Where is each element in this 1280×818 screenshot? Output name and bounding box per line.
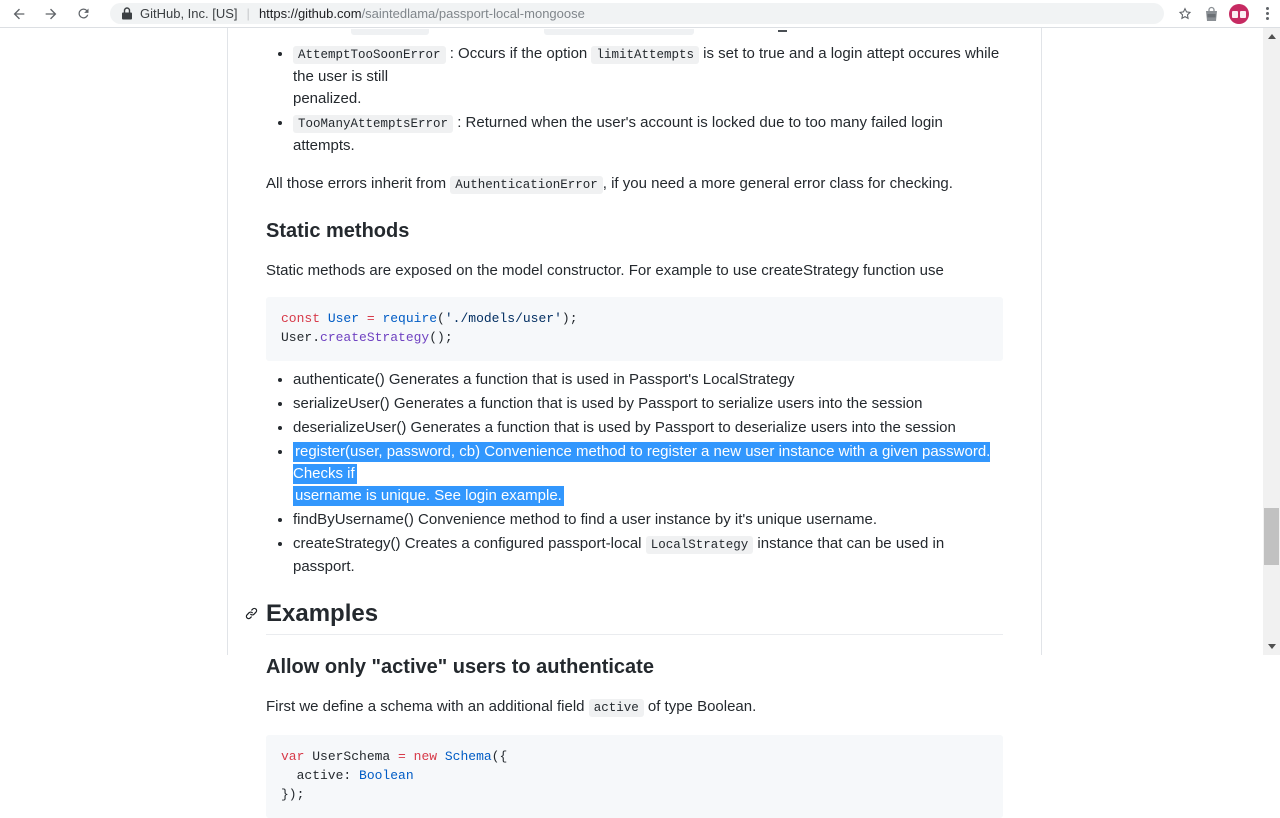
heading-text: Examples [266, 600, 379, 627]
profile-avatar[interactable] [1229, 4, 1249, 24]
kebab-menu-icon [1266, 7, 1269, 20]
paragraph: Static methods are exposed on the model constructor. For example to use createStrategy function use [266, 262, 944, 279]
list-item: • authenticate() Generates a function that is used in Passport's LocalStrategy [293, 369, 1003, 391]
code-token: }); [281, 787, 305, 802]
inline-code: limitAttempts [591, 46, 699, 64]
browser-menu-button[interactable] [1254, 2, 1280, 26]
avatar-glyph [1232, 11, 1238, 18]
inline-code-fragment [544, 29, 694, 35]
code-token: Schema [444, 749, 492, 764]
refresh-button[interactable] [70, 2, 96, 26]
inline-code: TooManyAttemptsError [293, 115, 453, 133]
code-token: require [382, 311, 438, 326]
code-token: Boolean [359, 768, 414, 783]
refresh-icon [76, 6, 91, 21]
code-token: ( [437, 311, 445, 326]
selected-text: register(user, password, cb) Convenience method to register a new user instance with a given password. Checks if [293, 443, 991, 482]
forward-button[interactable] [38, 2, 64, 26]
forward-icon [43, 6, 59, 22]
inline-code-fragment [351, 29, 429, 35]
list-item-text: : Returned when the user's account is locked due to too many failed login attempts. [293, 114, 943, 154]
heading-anchor[interactable] [245, 607, 258, 620]
url-host[interactable]: https://github.com [258, 6, 362, 21]
list-item: • findByUsername() Convenience method to find a user instance by it's unique username. [293, 509, 1003, 531]
code-token: const [281, 311, 328, 326]
list-item [293, 112, 1003, 157]
list-item: • serializeUser() Generates a function that is used by Passport to serialize users into the session [293, 393, 1003, 415]
inline-code: active [589, 699, 644, 717]
code-token: createStrategy [320, 330, 430, 345]
paragraph [266, 172, 1003, 197]
text-fragment [778, 30, 787, 32]
code-block [266, 735, 1003, 818]
certificate-name[interactable]: GitHub, Inc. [US] [140, 6, 238, 21]
toolbar-right [1172, 2, 1280, 26]
code-token: var [281, 749, 313, 764]
back-icon [11, 6, 27, 22]
static-method-list [266, 369, 1003, 578]
readme-container [227, 28, 1042, 802]
list-item [293, 533, 1003, 578]
omnibox-separator: | [246, 6, 250, 21]
code-token: User. [281, 330, 321, 345]
back-button[interactable] [6, 2, 32, 26]
markdown-body [266, 43, 1003, 818]
inline-code: LocalStrategy [646, 536, 754, 554]
examples-heading [266, 600, 1003, 635]
paragraph-text: First we define a schema with an additional field [266, 698, 585, 715]
shopping-bag-icon [1204, 6, 1219, 22]
vertical-scrollbar[interactable] [1263, 28, 1280, 655]
code-token: = [359, 311, 383, 326]
code-token: './models/user' [444, 311, 562, 326]
list-item [293, 43, 1003, 110]
link-icon [245, 607, 258, 620]
address-bar[interactable] [110, 3, 1164, 24]
error-list [266, 43, 1003, 157]
code-token: ); [561, 311, 578, 326]
truncated-line [266, 28, 1003, 35]
paragraph-text: of type Boolean. [647, 698, 757, 715]
paragraph [266, 695, 1003, 720]
code-token: User [327, 311, 360, 326]
code-token: UserSchema [312, 749, 391, 764]
scroll-down-icon [1268, 644, 1276, 649]
url-path[interactable]: /saintedlama/passport-local-mongoose [361, 6, 585, 21]
list-item-text: instance that can be used in passport. [293, 535, 945, 575]
selected-text: username is unique. See login example. [295, 487, 562, 504]
paragraph-text: All those errors inherit from [266, 175, 447, 192]
list-item-text: penalized. [293, 90, 362, 107]
scrollbar-thumb[interactable] [1264, 508, 1279, 565]
example-sub-heading: Allow only "active" users to authenticate [266, 656, 654, 678]
list-item-text: createStrategy() Creates a configured passport-local [293, 535, 642, 552]
code-token: = [390, 749, 414, 764]
code-token: active: [281, 768, 360, 783]
list-item-text: is set to true and a login attept occures while the user is still [293, 45, 1000, 85]
scroll-up-icon [1268, 34, 1276, 39]
lock-icon [122, 7, 132, 20]
extension-button[interactable] [1198, 2, 1224, 26]
scroll-up-button[interactable] [1263, 28, 1280, 45]
list-item: • deserializeUser() Generates a function that is used by Passport to deserialize users into the session [293, 417, 1003, 439]
avatar-glyph [1240, 11, 1246, 18]
browser-toolbar [0, 0, 1280, 28]
code-token: ({ [491, 749, 508, 764]
inline-code: AuthenticationError [450, 176, 603, 194]
code-token: (); [429, 330, 453, 345]
star-icon [1177, 6, 1193, 22]
bookmark-star-button[interactable] [1172, 2, 1198, 26]
paragraph-text: , if you need a more general error class for checking. [602, 175, 953, 192]
static-methods-heading: Static methods [266, 220, 410, 242]
code-token: new [413, 749, 445, 764]
list-item-selected [293, 441, 1003, 507]
code-block [266, 297, 1003, 361]
scroll-down-button[interactable] [1263, 638, 1280, 655]
list-item-text: : Occurs if the option [449, 45, 588, 62]
inline-code: AttemptTooSoonError [293, 46, 446, 64]
